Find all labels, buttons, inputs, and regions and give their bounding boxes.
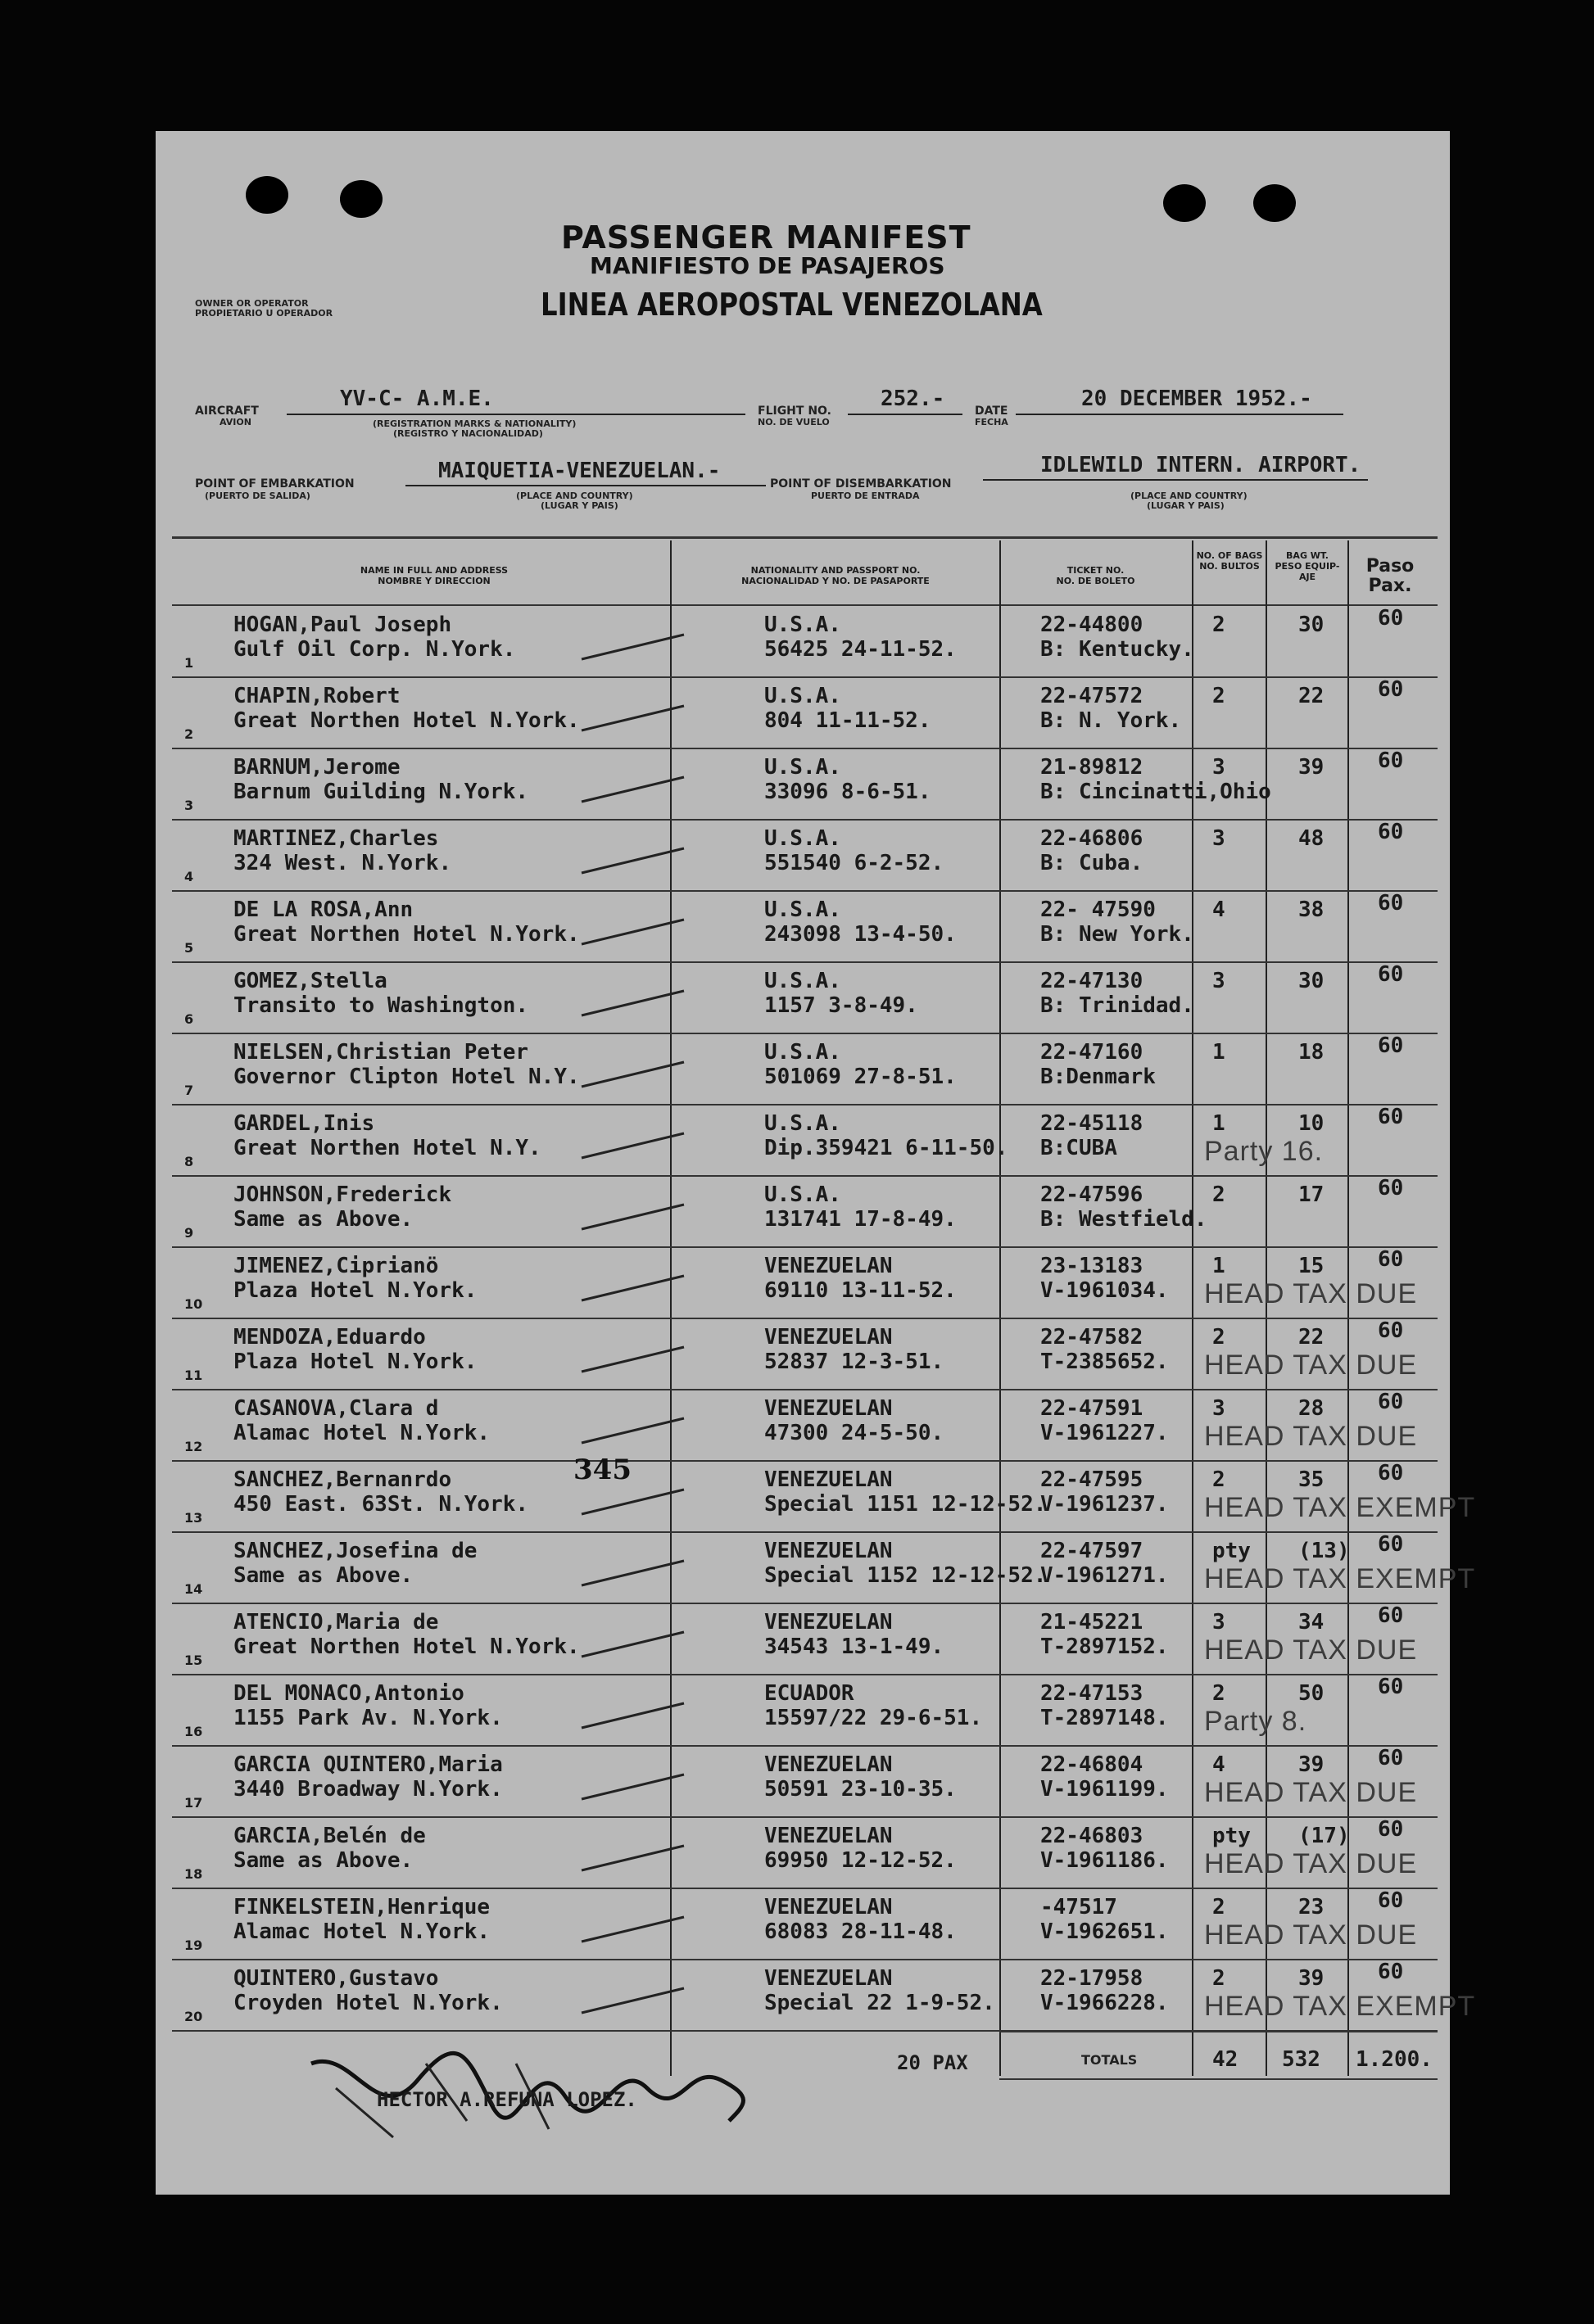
stamp-text: HEAD TAX EXEMPT: [1204, 1991, 1476, 2022]
bag-count: 1: [1212, 1040, 1225, 1065]
check-mark: [577, 1192, 692, 1241]
bag-count: 1: [1212, 1254, 1225, 1278]
check-mark: [577, 1833, 692, 1883]
handwritten-number: 345: [573, 1454, 632, 1486]
passport: 56425 24-11-52.: [764, 637, 957, 662]
nationality: U.S.A.: [764, 826, 841, 851]
table-row: [172, 1318, 1438, 1390]
passport: 15597/22 29-6-51.: [764, 1706, 983, 1730]
ticket-number: 22-46806: [1040, 826, 1143, 851]
bag-count: 3: [1212, 1396, 1225, 1421]
check-mark: [577, 694, 692, 743]
stamp-text: HEAD TAX DUE: [1204, 1777, 1418, 1808]
passenger-name: JOHNSON,Frederick: [233, 1182, 452, 1207]
ticket-destination: V-1961034.: [1040, 1278, 1169, 1303]
stamp-text: HEAD TAX EXEMPT: [1204, 1492, 1476, 1523]
place-sub-es: (LUGAR Y PAIS): [541, 500, 618, 511]
stamp-text: HEAD TAX DUE: [1204, 1634, 1418, 1666]
aircraft-sub: (REGISTRATION MARKS & NATIONALITY): [373, 418, 577, 429]
passenger-name: GOMEZ,Stella: [233, 969, 387, 993]
passport: 47300 24-5-50.: [764, 1421, 944, 1445]
passenger-address: 3440 Broadway N.York.: [233, 1777, 503, 1802]
pax-fee: 60: [1378, 677, 1404, 702]
bag-count: pty: [1212, 1539, 1251, 1563]
check-mark: [577, 1762, 692, 1811]
table-row: [172, 1461, 1476, 1533]
date-label-es: FECHA: [975, 417, 1008, 427]
passenger-name: HOGAN,Paul Joseph: [233, 613, 452, 637]
table-row: [172, 1603, 1438, 1675]
pax-fee: 60: [1378, 891, 1404, 916]
pax-fee: 60: [1378, 1247, 1404, 1272]
check-mark: [577, 836, 692, 885]
page-title: PASSENGER MANIFEST: [561, 219, 971, 255]
row-number: 20: [184, 2009, 203, 2024]
ticket-number: 22-47572: [1040, 684, 1143, 708]
bag-count: 2: [1212, 1467, 1225, 1492]
passenger-name: BARNUM,Jerome: [233, 755, 401, 780]
col-weight-header: BAG WT. PESO EQUIP-AJE: [1275, 550, 1340, 582]
check-mark: [577, 1335, 692, 1384]
ticket-number: 22-46803: [1040, 1824, 1143, 1848]
ticket-destination: B: N. York.: [1040, 708, 1182, 733]
passport: 68083 28-11-48.: [764, 1919, 957, 1944]
bag-weight: 39: [1298, 755, 1325, 780]
bag-weight: (13): [1298, 1539, 1350, 1563]
pax-fee: 60: [1378, 1603, 1404, 1628]
table-row: [172, 677, 1438, 749]
bag-count: 2: [1212, 1681, 1225, 1706]
passport: 69950 12-12-52.: [764, 1848, 957, 1873]
passenger-name: GARCIA,Belén de: [233, 1824, 426, 1848]
row-number: 17: [184, 1795, 203, 1811]
nationality: VENEZUELAN: [764, 1895, 893, 1919]
stamp-text: HEAD TAX DUE: [1204, 1421, 1418, 1452]
stamp-text: HEAD TAX DUE: [1204, 1278, 1418, 1309]
ticket-number: 22-44800: [1040, 613, 1143, 637]
operator-name: LINEA AEROPOSTAL VENEZOLANA: [541, 287, 1043, 323]
table-row: [172, 1105, 1438, 1177]
pax-fee: 60: [1378, 962, 1404, 987]
punch-hole: [340, 180, 383, 218]
ticket-number: -47517: [1040, 1895, 1117, 1919]
row-number: 12: [184, 1439, 203, 1454]
ticket-destination: B:Denmark: [1040, 1065, 1156, 1089]
passport: 501069 27-8-51.: [764, 1065, 957, 1089]
bag-count: 4: [1212, 1752, 1225, 1777]
passenger-address: Barnum Guilding N.York.: [233, 780, 529, 804]
nationality: VENEZUELAN: [764, 1966, 893, 1991]
nationality: VENEZUELAN: [764, 1539, 893, 1563]
signature-name: HECTOR A.REFUNA LOPEZ.: [377, 2088, 637, 2111]
passenger-address: Same as Above.: [233, 1207, 414, 1232]
passenger-address: Great Northen Hotel N.York.: [233, 1634, 580, 1659]
nationality: VENEZUELAN: [764, 1467, 893, 1492]
embark-label: POINT OF EMBARKATION: [195, 477, 355, 491]
passport: 1157 3-8-49.: [764, 993, 918, 1018]
bag-weight: 50: [1298, 1681, 1325, 1706]
ticket-destination: V-1961271.: [1040, 1563, 1169, 1588]
row-number: 16: [184, 1724, 203, 1739]
ticket-destination: V-1961237.: [1040, 1492, 1169, 1517]
table-row: [172, 1675, 1438, 1747]
row-number: 11: [184, 1368, 203, 1383]
row-number: 2: [184, 726, 194, 742]
bag-weight: 30: [1298, 969, 1325, 993]
pax-fee: 60: [1378, 1675, 1404, 1699]
passenger-name: GARDEL,Inis: [233, 1111, 375, 1136]
ticket-destination: B: New York.: [1040, 922, 1194, 947]
bag-count: 2: [1212, 1325, 1225, 1350]
nationality: VENEZUELAN: [764, 1254, 893, 1278]
check-mark: [577, 1050, 692, 1099]
passenger-name: DEL MONACO,Antonio: [233, 1681, 464, 1706]
table-row: [172, 820, 1438, 892]
bag-weight: 38: [1298, 897, 1325, 922]
ticket-destination: T-2385652.: [1040, 1350, 1169, 1374]
passenger-address: Great Northen Hotel N.York.: [233, 922, 580, 947]
pax-fee: 60: [1378, 1532, 1404, 1557]
table-top-rule: [172, 536, 1438, 539]
ticket-destination: B: Cuba.: [1040, 851, 1143, 875]
pax-fee: 60: [1378, 1033, 1404, 1058]
stamp-text: HEAD TAX DUE: [1204, 1919, 1418, 1951]
passenger-address: Alamac Hotel N.York.: [233, 1919, 491, 1944]
row-number: 4: [184, 869, 194, 884]
bag-weight: 28: [1298, 1396, 1325, 1421]
row-number: 10: [184, 1296, 203, 1312]
place-sub-2: (PLACE AND COUNTRY): [1130, 491, 1248, 501]
passenger-address: Plaza Hotel N.York.: [233, 1278, 478, 1303]
ticket-number: 22-47597: [1040, 1539, 1143, 1563]
bag-count: 2: [1212, 1182, 1225, 1207]
nationality: U.S.A.: [764, 1040, 841, 1065]
bag-weight: 22: [1298, 1325, 1325, 1350]
passport: 131741 17-8-49.: [764, 1207, 957, 1232]
check-mark: [577, 979, 692, 1028]
bag-count: 2: [1212, 684, 1225, 708]
owner-label: OWNER OR OPERATOR: [195, 298, 309, 309]
passenger-address: Transito to Washington.: [233, 993, 529, 1018]
flight-value: 252.-: [881, 387, 945, 411]
table-row: [172, 962, 1438, 1034]
place-sub: (PLACE AND COUNTRY): [516, 491, 633, 501]
totals-pax: 1.200.: [1356, 2047, 1433, 2072]
aircraft-label-es: AVION: [220, 417, 251, 427]
pax-fee: 60: [1378, 748, 1404, 773]
embark-value: MAIQUETIA-VENEZUELAN.-: [438, 459, 721, 483]
ticket-number: 22-47130: [1040, 969, 1143, 993]
col-bags-header: NO. OF BAGS NO. BULTOS: [1196, 550, 1263, 572]
passenger-name: SANCHEZ,Josefina de: [233, 1539, 478, 1563]
passenger-name: CHAPIN,Robert: [233, 684, 401, 708]
disembark-value: IDLEWILD INTERN. AIRPORT.: [1040, 453, 1361, 477]
col-pax-header: Paso Pax.: [1365, 556, 1415, 596]
passport: Special 1152 12-12-52.: [764, 1563, 1047, 1588]
place-sub-es-2: (LUGAR Y PAIS): [1147, 500, 1225, 511]
check-mark: [577, 622, 692, 671]
passport: Special 1151 12-12-52.: [764, 1492, 1047, 1517]
bag-count: 2: [1212, 613, 1225, 637]
pax-fee: 60: [1378, 1461, 1404, 1485]
passenger-address: 324 West. N.York.: [233, 851, 452, 875]
check-mark: [577, 1549, 692, 1598]
table-row: [172, 1033, 1438, 1105]
passport: 33096 8-6-51.: [764, 780, 931, 804]
check-mark: [577, 1620, 692, 1669]
passport: 243098 13-4-50.: [764, 922, 957, 947]
pax-fee: 60: [1378, 1960, 1404, 1984]
passenger-address: Great Northen Hotel N.Y.: [233, 1136, 541, 1160]
punch-hole: [1253, 184, 1296, 222]
punch-hole: [1163, 184, 1206, 222]
stamp-text: HEAD TAX DUE: [1204, 1350, 1418, 1381]
bag-count: 3: [1212, 755, 1225, 780]
check-mark: [577, 907, 692, 956]
ticket-destination: V-1961227.: [1040, 1421, 1169, 1445]
passenger-address: Same as Above.: [233, 1848, 414, 1873]
passenger-address: 450 East. 63St. N.York.: [233, 1492, 529, 1517]
ticket-number: 21-45221: [1040, 1610, 1143, 1634]
ticket-destination: V-1962651.: [1040, 1919, 1169, 1944]
totals-bags: 42: [1212, 2047, 1239, 2072]
col-nationality-header: NATIONALITY AND PASSPORT NO. NACIONALIDAD Y NO. DE PASAPORTE: [741, 565, 930, 586]
disembark-label: POINT OF DISEMBARKATION: [770, 477, 952, 491]
table-row: [172, 1247, 1438, 1319]
flight-label-es: NO. DE VUELO: [758, 417, 830, 427]
page-subtitle: MANIFIESTO DE PASAJEROS: [590, 252, 945, 279]
ticket-number: 22-45118: [1040, 1111, 1143, 1136]
bag-weight: 18: [1298, 1040, 1325, 1065]
stamp-text: HEAD TAX DUE: [1204, 1848, 1418, 1879]
nationality: U.S.A.: [764, 684, 841, 708]
pax-fee: 60: [1378, 820, 1404, 844]
ticket-destination: V-1961186.: [1040, 1848, 1169, 1873]
ticket-number: 22-47160: [1040, 1040, 1143, 1065]
table-row: [172, 1817, 1438, 1889]
ticket-number: 22-47591: [1040, 1396, 1143, 1421]
stamp-text: HEAD TAX EXEMPT: [1204, 1563, 1476, 1594]
check-mark: [577, 765, 692, 814]
nationality: U.S.A.: [764, 1111, 841, 1136]
bag-count: 3: [1212, 969, 1225, 993]
stamp-text: Party 8.: [1204, 1706, 1307, 1737]
bag-weight: 10: [1298, 1111, 1325, 1136]
bag-weight: (17): [1298, 1824, 1350, 1848]
totals-label: TOTALS: [1081, 2052, 1138, 2068]
table-row: [172, 606, 1438, 678]
passenger-address: Great Northen Hotel N.York.: [233, 708, 580, 733]
col-name-header: NAME IN FULL AND ADDRESS NOMBRE Y DIRECCION: [360, 565, 509, 586]
passport: 804 11-11-52.: [764, 708, 931, 733]
check-mark: [577, 1691, 692, 1740]
passport: 34543 13-1-49.: [764, 1634, 944, 1659]
row-number: 9: [184, 1225, 194, 1241]
ticket-destination: B: Westfield.: [1040, 1207, 1207, 1232]
pax-fee: 60: [1378, 1817, 1404, 1842]
owner-label-es: PROPIETARIO U OPERADOR: [195, 308, 333, 319]
nationality: VENEZUELAN: [764, 1752, 893, 1777]
table-row: [172, 1888, 1438, 1960]
table-row: [172, 748, 1438, 821]
bag-weight: 22: [1298, 684, 1325, 708]
row-number: 13: [184, 1510, 203, 1526]
passenger-address: Croyden Hotel N.York.: [233, 1991, 503, 2015]
pax-fee: 60: [1378, 1746, 1404, 1770]
nationality: U.S.A.: [764, 969, 841, 993]
passenger-name: FINKELSTEIN,Henrique: [233, 1895, 491, 1919]
passport: 69110 13-11-52.: [764, 1278, 957, 1303]
ticket-number: 22- 47590: [1040, 897, 1156, 922]
ticket-destination: V-1961199.: [1040, 1777, 1169, 1802]
disembark-label-es: PUERTO DE ENTRADA: [811, 491, 920, 501]
pax-fee: 60: [1378, 1318, 1404, 1343]
ticket-destination: B: Cincinatti,Ohio: [1040, 780, 1271, 804]
check-mark: [577, 1264, 692, 1313]
passenger-address: Plaza Hotel N.York.: [233, 1350, 478, 1374]
bag-weight: 34: [1298, 1610, 1325, 1634]
row-number: 1: [184, 655, 194, 671]
row-number: 7: [184, 1083, 194, 1098]
flight-label: FLIGHT NO.: [758, 405, 831, 418]
passenger-name: SANCHEZ,Bernanrdo: [233, 1467, 452, 1492]
ticket-number: 23-13183: [1040, 1254, 1143, 1278]
passenger-name: NIELSEN,Christian Peter: [233, 1040, 529, 1065]
check-mark: [577, 1121, 692, 1170]
table-row: [172, 891, 1438, 963]
nationality: VENEZUELAN: [764, 1610, 893, 1634]
check-mark: [577, 1976, 692, 2025]
passenger-name: DE LA ROSA,Ann: [233, 897, 414, 922]
table-row: [172, 1746, 1438, 1818]
passenger-name: QUINTERO,Gustavo: [233, 1966, 439, 1991]
passport: Special 22 1-9-52.: [764, 1991, 995, 2015]
bag-weight: 17: [1298, 1182, 1325, 1207]
passport: Dip.359421 6-11-50.: [764, 1136, 1008, 1160]
row-number: 8: [184, 1154, 194, 1169]
passenger-name: ATENCIO,Maria de: [233, 1610, 439, 1634]
nationality: U.S.A.: [764, 613, 841, 637]
pax-fee: 60: [1378, 1176, 1404, 1200]
passenger-address: Governor Clipton Hotel N.Y.: [233, 1065, 580, 1089]
pax-fee: 60: [1378, 1888, 1404, 1913]
check-mark: [577, 1406, 692, 1455]
punch-hole: [246, 176, 288, 214]
passenger-address: Same as Above.: [233, 1563, 414, 1588]
nationality: ECUADOR: [764, 1681, 854, 1706]
bag-count: 4: [1212, 897, 1225, 922]
table-row: [172, 1960, 1476, 2032]
bag-count: 2: [1212, 1966, 1225, 1991]
bag-count: pty: [1212, 1824, 1251, 1848]
row-number: 3: [184, 798, 194, 813]
row-number: 14: [184, 1581, 203, 1597]
bag-count: 1: [1212, 1111, 1225, 1136]
row-number: 18: [184, 1866, 203, 1882]
nationality: U.S.A.: [764, 1182, 841, 1207]
aircraft-label: AIRCRAFT: [195, 405, 259, 418]
row-number: 19: [184, 1937, 203, 1953]
pax-fee: 60: [1378, 606, 1404, 631]
ticket-number: 22-47596: [1040, 1182, 1143, 1207]
passenger-name: MENDOZA,Eduardo: [233, 1325, 426, 1350]
bag-weight: 48: [1298, 826, 1325, 851]
bag-weight: 23: [1298, 1895, 1325, 1919]
ticket-number: 22-46804: [1040, 1752, 1143, 1777]
totals-weight: 532: [1282, 2047, 1320, 2072]
bag-weight: 15: [1298, 1254, 1325, 1278]
bag-count: 3: [1212, 1610, 1225, 1634]
passenger-address: 1155 Park Av. N.York.: [233, 1706, 503, 1730]
col-ticket-header: TICKET NO. NO. DE BOLETO: [1056, 565, 1135, 586]
bag-count: 2: [1212, 1895, 1225, 1919]
stamp-text: Party 16.: [1204, 1136, 1324, 1167]
table-row: [172, 1532, 1476, 1604]
passenger-address: Alamac Hotel N.York.: [233, 1421, 491, 1445]
bag-weight: 30: [1298, 613, 1325, 637]
bag-weight: 39: [1298, 1752, 1325, 1777]
manifest-sheet: [156, 131, 1476, 2195]
bag-count: 3: [1212, 826, 1225, 851]
passenger-name: MARTINEZ,Charles: [233, 826, 439, 851]
bag-weight: 39: [1298, 1966, 1325, 1991]
passport: 50591 23-10-35.: [764, 1777, 957, 1802]
passenger-address: Gulf Oil Corp. N.York.: [233, 637, 516, 662]
ticket-number: 22-47153: [1040, 1681, 1143, 1706]
pax-fee: 60: [1378, 1390, 1404, 1414]
nationality: VENEZUELAN: [764, 1325, 893, 1350]
ticket-number: 22-47595: [1040, 1467, 1143, 1492]
nationality: VENEZUELAN: [764, 1396, 893, 1421]
row-number: 6: [184, 1011, 194, 1027]
passenger-name: JIMENEZ,Ciprianö: [233, 1254, 439, 1278]
passport: 551540 6-2-52.: [764, 851, 944, 875]
ticket-number: 22-17958: [1040, 1966, 1143, 1991]
bag-weight: 35: [1298, 1467, 1325, 1492]
aircraft-value: YV-C- A.M.E.: [340, 387, 494, 411]
nationality: U.S.A.: [764, 755, 841, 780]
passenger-name: CASANOVA,Clara d: [233, 1396, 439, 1421]
ticket-number: 22-47582: [1040, 1325, 1143, 1350]
ticket-destination: V-1966228.: [1040, 1991, 1169, 2015]
embark-label-es: (PUERTO DE SALIDA): [205, 491, 310, 501]
nationality: U.S.A.: [764, 897, 841, 922]
row-number: 5: [184, 940, 194, 956]
ticket-destination: T-2897148.: [1040, 1706, 1169, 1730]
ticket-number: 21-89812: [1040, 755, 1143, 780]
row-number: 15: [184, 1653, 203, 1668]
passport: 52837 12-3-51.: [764, 1350, 944, 1374]
aircraft-sub-es: (REGISTRO Y NACIONALIDAD): [393, 428, 543, 439]
nationality: VENEZUELAN: [764, 1824, 893, 1848]
ticket-destination: B: Kentucky.: [1040, 637, 1194, 662]
ticket-destination: B: Trinidad.: [1040, 993, 1194, 1018]
ticket-destination: B:CUBA: [1040, 1136, 1117, 1160]
date-value: 20 DECEMBER 1952.-: [1081, 387, 1312, 411]
table-row: [172, 1390, 1438, 1462]
pax-fee: 60: [1378, 1105, 1404, 1129]
table-row: [172, 1176, 1438, 1248]
passenger-name: GARCIA QUINTERO,Maria: [233, 1752, 503, 1777]
ticket-destination: T-2897152.: [1040, 1634, 1169, 1659]
date-label: DATE: [975, 405, 1008, 418]
check-mark: [577, 1905, 692, 1954]
totals-pax-count: 20 PAX: [897, 2051, 968, 2074]
